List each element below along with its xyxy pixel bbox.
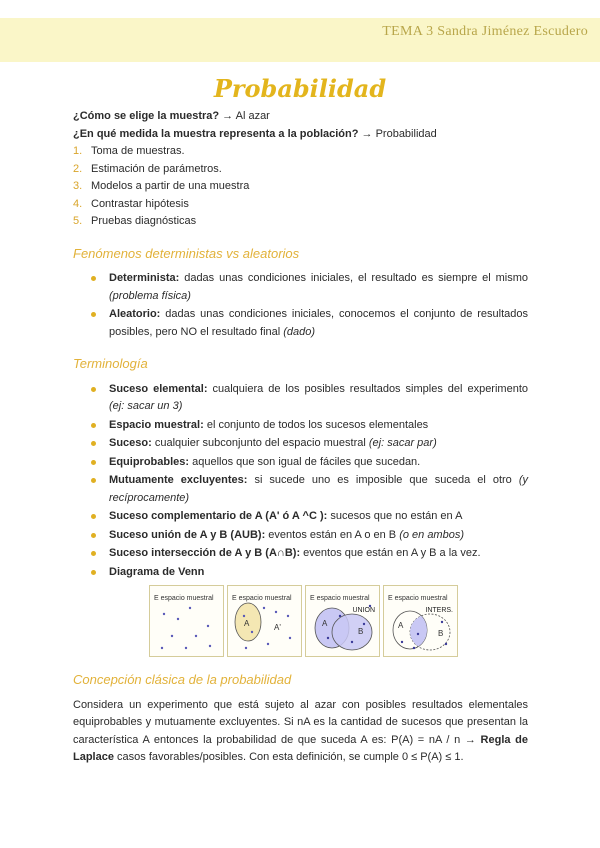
content: [73, 108, 528, 767]
list-item: Diagrama de Venn: [73, 564, 528, 582]
page-title: Probabilidad: [213, 74, 387, 103]
set-a-label: A: [398, 621, 404, 630]
list-item: 3. Modelos a partir de una muestra: [73, 180, 250, 192]
section-title-clasica: Concepción clásica de la probabilidad: [73, 672, 292, 687]
set-b-label: B: [358, 627, 364, 636]
question-1: ¿Cómo se elige la muestra? → Al azar: [73, 110, 270, 122]
list-item: Suceso: cualquier subconjunto del espacio muestral (ej: sacar par): [73, 435, 528, 453]
list-item: Suceso complementario de A (A' ó A ^C ): sucesos que no están en A: [73, 508, 528, 526]
list-item: Suceso unión de A y B (AUB): eventos están en A o en B (o en ambos): [73, 527, 528, 545]
section-title-terminologia: Terminología: [73, 356, 148, 371]
terminologia-list: [73, 381, 528, 582]
list-item: Suceso intersección de A y B (A∩B): eventos que están en A y B a la vez.: [73, 545, 528, 563]
fenomenos-list: [73, 270, 528, 341]
list-item: Espacio muestral: el conjunto de todos los sucesos elementales: [73, 417, 528, 435]
list-item: 1. Toma de muestras.: [73, 145, 185, 157]
list-item: Equiprobables: aquellos que son igual de fáciles que sucedan.: [73, 454, 528, 472]
venn-diagram-complement: E espacio muestral A A': [227, 585, 302, 657]
set-a-complement-label: A': [274, 623, 281, 632]
list-item: Suceso elemental: cualquiera de los posibles resultados simples del experimento (ej: sacar un 3): [73, 381, 528, 416]
list-item: Determinista: dadas unas condiciones iniciales, el resultado es siempre el mismo (problema física): [73, 270, 528, 305]
list-item: 5. Pruebas diagnósticas: [73, 215, 197, 227]
union-tag: UNION: [352, 607, 375, 614]
set-a-label: A: [244, 619, 250, 628]
intro-list: [73, 143, 528, 231]
venn-diagram-sample-space: E espacio muestral: [149, 585, 224, 657]
clasica-paragraph: Considera un experimento que está sujeto al azar con posibles resultados elementales equiprobables y mutuamente excluyentes. Si nA es la cantidad de sucesos que presentan la característica A entonces la probabilidad de que suceda A es: P(A) = nA / n → Regla de Laplace casos favorables/posibles. Con esta definición, se cumple 0 ≤ P(A) ≤ 1.: [73, 698, 528, 763]
intersection-tag: INTERS.: [425, 607, 453, 614]
section-title-fenomenos: Fenómenos deterministas vs aleatorios: [73, 245, 300, 261]
header-text: TEMA 3 Sandra Jiménez Escudero: [382, 24, 588, 39]
list-item: 2. Estimación de parámetros.: [73, 162, 222, 175]
venn-diagram-union: E espacio muestral UNION A B: [305, 585, 380, 657]
question-2: ¿En qué medida la muestra representa a la población? → Probabilidad: [73, 127, 437, 140]
venn-diagrams: [149, 585, 528, 657]
set-a-label: A: [322, 619, 328, 628]
set-b-label: B: [438, 629, 444, 638]
venn-diagram-intersection: E espacio muestral INTERS. A B: [383, 585, 458, 657]
list-item: Aleatorio: dadas unas condiciones iniciales, conocemos el conjunto de resultados posibles, pero NO el resultado final (dado): [73, 306, 528, 341]
list-item: 4. Contrastar hipótesis: [73, 197, 189, 210]
list-item: Mutuamente excluyentes: si sucede uno es imposible que suceda el otro (y recíprocamente): [73, 472, 528, 507]
